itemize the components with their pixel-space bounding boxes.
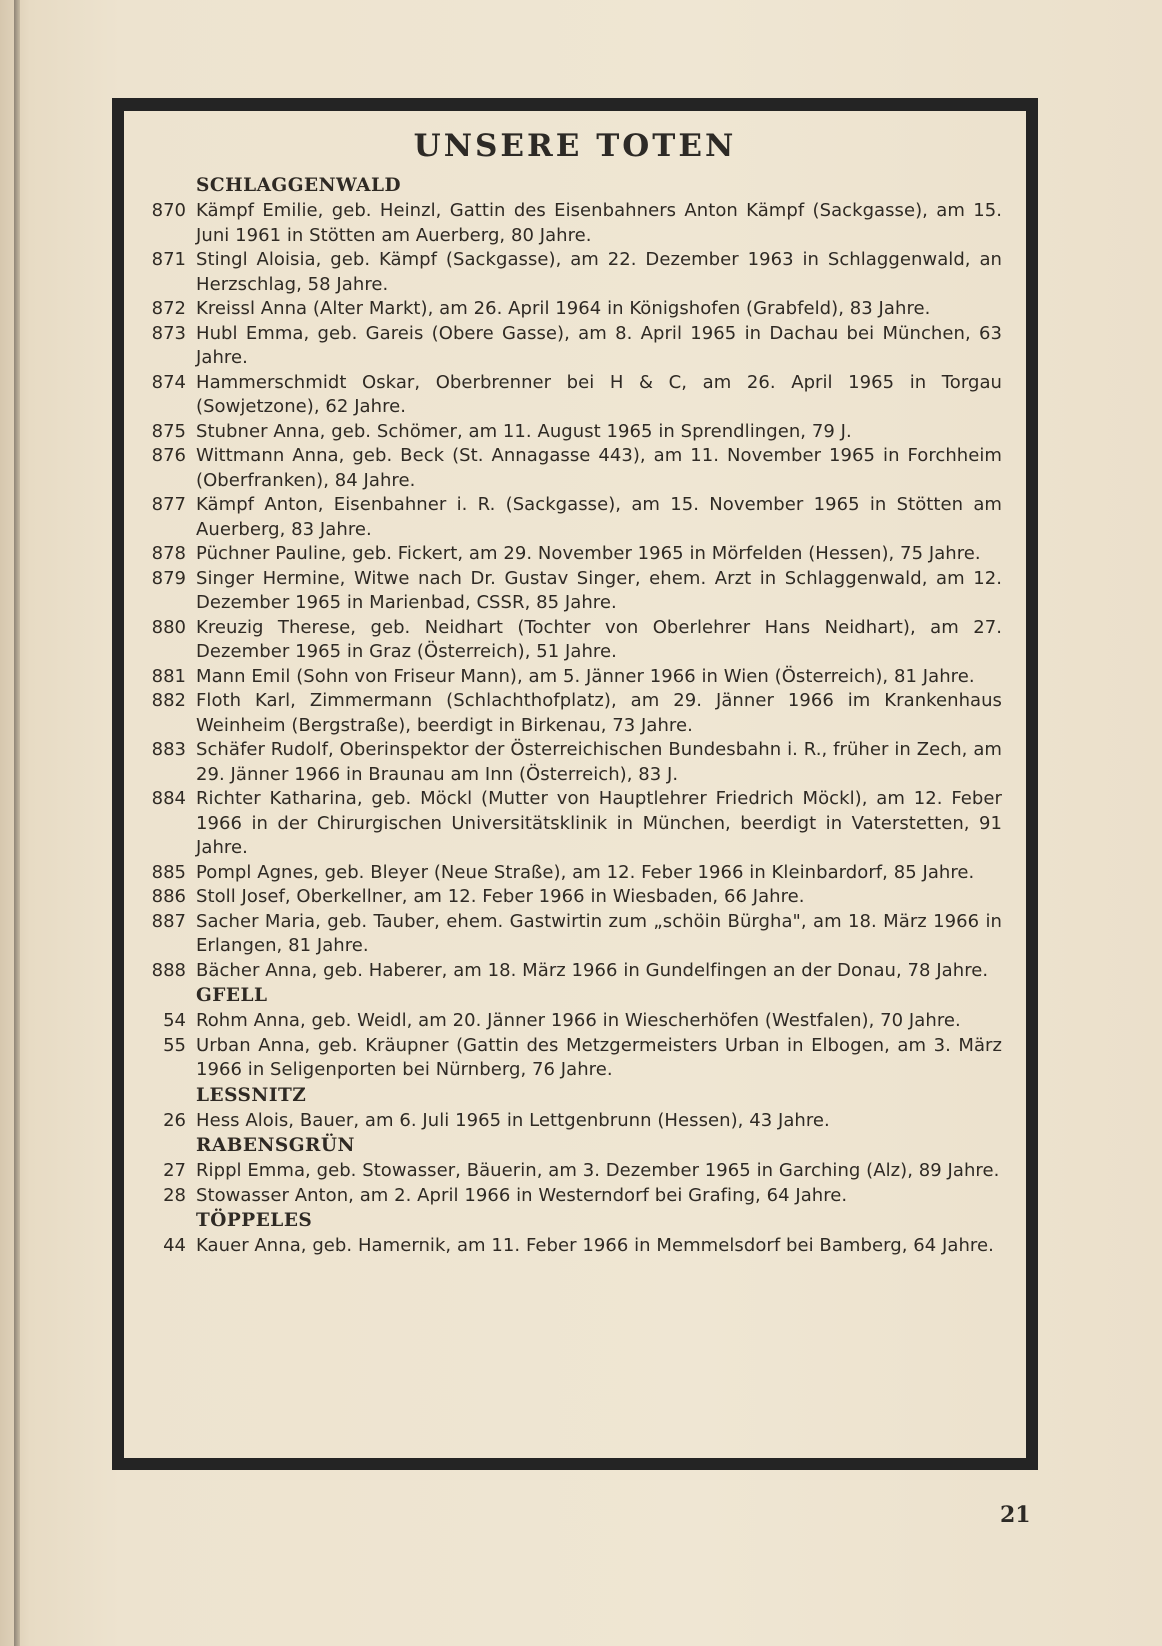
obituary-entry xyxy=(138,861,1002,886)
obituary-entry xyxy=(138,1234,1002,1259)
entry-number: 54 xyxy=(163,1010,186,1031)
entry-text: Floth Karl, Zimmermann (Schlachthofplatz), am 29. Jänner 1966 im Krankenhaus Weinheim (Bergstraße), beerdigt in Birkenau, 73 Jahre. xyxy=(196,690,1002,736)
entry-number: 886 xyxy=(151,886,186,907)
entry-number: 871 xyxy=(151,249,186,270)
entry-number: 881 xyxy=(151,665,186,687)
entry-number: 877 xyxy=(151,494,186,515)
obituary-entry xyxy=(138,787,1002,861)
entry-text: Kauer Anna, geb. Hamernik, am 11. Feber 1966 in Memmelsdorf bei Bamberg, 64 Jahre. xyxy=(196,1235,994,1256)
page-title: UNSERE TOTEN xyxy=(413,128,737,164)
entry-text: Kämpf Emilie, geb. Heinzl, Gattin des Eisenbahners Anton Kämpf (Sackgasse), am 15. Juni 1961 in Stötten am Auerberg, 80 Jahre. xyxy=(196,200,1002,246)
entry-text: Stubner Anna, geb. Schömer, am 11. August 1965 in Sprendlingen, 79 J. xyxy=(196,420,852,442)
entry-text: Rohm Anna, geb. Weidl, am 20. Jänner 1966 in Wiescherhöfen (Westfalen), 70 Jahre. xyxy=(196,1010,961,1031)
entry-text: Bächer Anna, geb. Haberer, am 18. März 1966 in Gundelfingen an der Donau, 78 Jahre. xyxy=(196,959,989,981)
entry-number: 876 xyxy=(151,445,186,466)
obituary-entry xyxy=(138,1034,1002,1083)
obituary-entry xyxy=(138,542,1002,567)
obituary-entry xyxy=(138,567,1002,616)
obituary-entry xyxy=(138,1009,1002,1034)
obituary-list xyxy=(138,173,1002,1259)
section-heading: LESSNITZ xyxy=(196,1084,307,1106)
entry-text: Stoll Josef, Oberkellner, am 12. Feber 1966 in Wiesbaden, 66 Jahre. xyxy=(196,886,805,907)
page-number: 21 xyxy=(1000,1502,1031,1528)
obituary-entry xyxy=(138,322,1002,371)
obituary-entry xyxy=(138,199,1002,248)
entry-text: Kreuzig Therese, geb. Neidhart (Tochter von Oberlehrer Hans Neidhart), am 27. Dezember 1965 in Graz (Österreich), 51 Jahre. xyxy=(196,616,1002,662)
obituary-entry xyxy=(138,297,1002,322)
entry-number: 882 xyxy=(151,690,186,711)
obituary-entry xyxy=(138,444,1002,493)
entry-number: 883 xyxy=(151,739,186,760)
entry-text: Schäfer Rudolf, Oberinspektor der Österreichischen Bundesbahn i. R., früher in Zech, am 29. Jänner 1966 in Braunau am Inn (Österreich), 83 J. xyxy=(196,739,1002,785)
obituary-entry xyxy=(138,959,1002,984)
entry-text: Urban Anna, geb. Kräupner (Gattin des Metzgermeisters Urban in Elbogen, am 3. März 1966 in Seligenporten bei Nürnberg, 76 Jahre. xyxy=(196,1034,1002,1080)
entry-number: 878 xyxy=(151,543,186,564)
section-heading: GFELL xyxy=(196,985,268,1006)
section-heading: RABENSGRÜN xyxy=(196,1135,355,1156)
section-heading: TÖPPELES xyxy=(196,1210,313,1231)
obituary-entry xyxy=(138,1159,1002,1184)
entry-number: 880 xyxy=(151,616,186,638)
obituary-entry xyxy=(138,616,1002,665)
obituary-entry xyxy=(138,665,1002,690)
entry-number: 875 xyxy=(151,420,186,442)
entry-number: 887 xyxy=(151,910,186,932)
entry-text: Wittmann Anna, geb. Beck (St. Annagasse 443), am 11. November 1965 in Forchheim (Oberfranken), 84 Jahre. xyxy=(196,445,1002,491)
entry-text: Rippl Emma, geb. Stowasser, Bäuerin, am 3. Dezember 1965 in Garching (Alz), 89 Jahre. xyxy=(196,1160,1000,1181)
obituary-entry xyxy=(138,493,1002,542)
book-spine-edge xyxy=(14,0,20,1646)
obituary-entry xyxy=(138,910,1002,959)
entry-number: 27 xyxy=(163,1160,186,1181)
entry-text: Hess Alois, Bauer, am 6. Juli 1965 in Lettgenbrunn (Hessen), 43 Jahre. xyxy=(196,1109,830,1131)
entry-text: Kämpf Anton, Eisenbahner i. R. (Sackgasse), am 15. November 1965 in Stötten am Auerberg, 83 Jahre. xyxy=(196,494,1002,540)
entry-number: 888 xyxy=(151,959,186,981)
obituary-entry xyxy=(138,371,1002,420)
obituary-entry xyxy=(138,1109,1002,1134)
obituary-entry xyxy=(138,420,1002,445)
entry-number: 885 xyxy=(151,861,186,883)
entry-text: Singer Hermine, Witwe nach Dr. Gustav Singer, ehem. Arzt in Schlaggenwald, am 12. Dezember 1965 in Marienbad, CSSR, 85 Jahre. xyxy=(196,567,1002,613)
obituary-entry xyxy=(138,1184,1002,1209)
section-heading: SCHLAGGENWALD xyxy=(196,175,402,196)
entry-number: 26 xyxy=(163,1109,186,1131)
entry-text: Sacher Maria, geb. Tauber, ehem. Gastwirtin zum „schöin Bürgha", am 18. März 1966 in Erlangen, 81 Jahre. xyxy=(196,910,1002,956)
entry-text: Pompl Agnes, geb. Bleyer (Neue Straße), am 12. Feber 1966 in Kleinbardorf, 85 Jahre. xyxy=(196,861,975,883)
entry-number: 872 xyxy=(151,298,186,319)
entry-number: 28 xyxy=(163,1184,186,1206)
entry-number: 55 xyxy=(163,1034,186,1056)
entry-number: 44 xyxy=(163,1235,186,1256)
obituary-entry xyxy=(138,885,1002,910)
entry-text: Mann Emil (Sohn von Friseur Mann), am 5. Jänner 1966 in Wien (Österreich), 81 Jahre. xyxy=(196,665,975,687)
entry-number: 874 xyxy=(151,371,186,393)
entry-number: 879 xyxy=(151,567,186,589)
obituary-entry xyxy=(138,738,1002,787)
entry-text: Kreissl Anna (Alter Markt), am 26. April 1964 in Königshofen (Grabfeld), 83 Jahre. xyxy=(196,298,931,319)
obituary-entry xyxy=(138,248,1002,297)
entry-text: Stingl Aloisia, geb. Kämpf (Sackgasse), am 22. Dezember 1963 in Schlaggenwald, an Herzschlag, 58 Jahre. xyxy=(196,249,1002,295)
entry-text: Richter Katharina, geb. Möckl (Mutter von Hauptlehrer Friedrich Möckl), am 12. Feber 1966 in der Chirurgischen Universitätsklinik in München, beerdigt in Vaterstetten, 91 Jahre. xyxy=(196,788,1002,858)
entry-number: 873 xyxy=(151,322,186,344)
entry-text: Stowasser Anton, am 2. April 1966 in Westerndorf bei Grafing, 64 Jahre. xyxy=(196,1184,848,1206)
entry-text: Hammerschmidt Oskar, Oberbrenner bei H & C, am 26. April 1965 in Torgau (Sowjetzone), 62 Jahre. xyxy=(196,371,1002,417)
entry-text: Hubl Emma, geb. Gareis (Obere Gasse), am 8. April 1965 in Dachau bei München, 63 Jahre. xyxy=(196,322,1002,368)
entry-number: 870 xyxy=(151,200,186,221)
obituary-entry xyxy=(138,689,1002,738)
entry-number: 884 xyxy=(151,788,186,809)
entry-text: Püchner Pauline, geb. Fickert, am 29. November 1965 in Mörfelden (Hessen), 75 Jahre. xyxy=(196,543,981,564)
